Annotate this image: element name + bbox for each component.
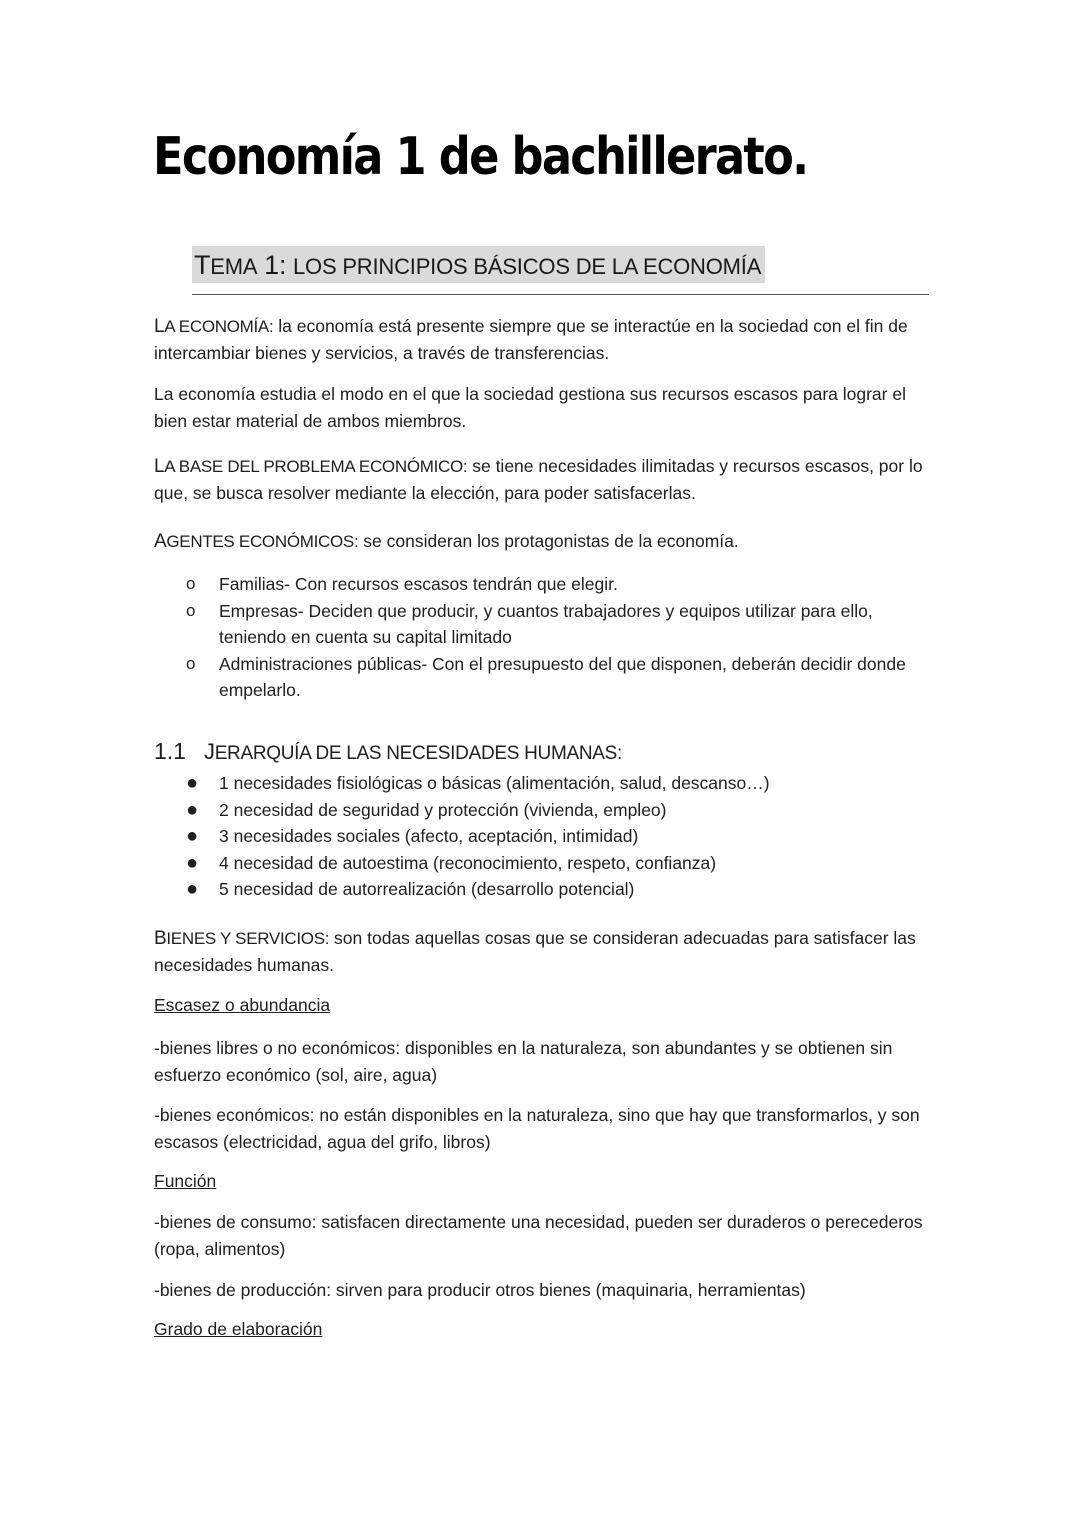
- list-item: ● 1 necesidades fisiológicas o básicas (alimentación, salud, descanso…): [186, 772, 770, 794]
- agentes-label: AGENTES ECONÓMICOS:: [154, 531, 359, 552]
- list-item: ● 4 necesidad de autoestima (reconocimiento, respeto, confianza): [186, 851, 717, 874]
- tema-heading: [192, 246, 929, 295]
- base-paragraph: LA BASE DEL PROBLEMA ECONÓMICO: se tiene necesidades ilimitadas y recursos escasos, por lo que, se busca resolver mediante la elección, para poder satisfacerlas.: [154, 456, 923, 503]
- agentes-list: [154, 571, 934, 704]
- bienes-produccion-paragraph: -bienes de producción: sirven para producir otros bienes (maquinaria, herramientas): [154, 1280, 806, 1300]
- list-item: o Familias- Con recursos escasos tendrán que elegir.: [186, 574, 618, 594]
- economia-paragraph: LA ECONOMÍA: la economía está presente siempre que se interactúe en la sociedad con el fin de intercambiar bienes y servicios, a través de transferencias.: [154, 316, 908, 363]
- bienes-libres-paragraph: -bienes libres o no económicos: disponibles en la naturaleza, son abundantes y se obtienen sin esfuerzo económico (sol, aire, agua): [154, 1038, 893, 1085]
- economia-estudia-paragraph: La economía estudia el modo en el que la sociedad gestiona sus recursos escasos para lograr el bien estar material de ambos miembros.: [154, 384, 906, 431]
- economia-label: LA ECONOMÍA:: [154, 316, 274, 337]
- bienes-consumo-paragraph: -bienes de consumo: satisfacen directamente una necesidad, pueden ser duraderos o perecederos (ropa, alimentos): [154, 1212, 923, 1259]
- bienes-label: BIENES Y SERVICIOS:: [154, 928, 330, 949]
- list-item: ● 3 necesidades sociales (afecto, aceptación, intimidad): [186, 825, 639, 847]
- list-item: o Administraciones públicas- Con el presupuesto del que disponen, deberán decidir donde empelarlo.: [186, 653, 906, 700]
- jerarquia-list: [154, 770, 934, 903]
- agentes-paragraph: AGENTES ECONÓMICOS: se consideran los protagonistas de la economía.: [154, 531, 739, 552]
- grado-heading: Grado de elaboración: [154, 1319, 323, 1339]
- jerarquia-heading: 1.1 JERARQUÍA DE LAS NECESIDADES HUMANAS:: [154, 738, 622, 764]
- list-item: ● 5 necesidad de autorrealización (desarrollo potencial): [186, 878, 635, 900]
- list-item: ● 2 necesidad de seguridad y protección (vivienda, empleo): [186, 798, 667, 821]
- list-item: o Empresas- Deciden que producir, y cuantos trabajadores y equipos utilizar para ello, teniendo en cuenta su capital limitado: [186, 600, 873, 647]
- escasez-heading: Escasez o abundancia: [154, 995, 331, 1015]
- tema-heading-text: TEMA 1: LOS PRINCIPIOS BÁSICOS DE LA ECONOMÍA: [192, 246, 765, 283]
- bienes-paragraph: BIENES Y SERVICIOS: son todas aquellas cosas que se consideran adecuadas para satisfacer las necesidades humanas.: [154, 928, 916, 975]
- document-title: Economía 1 de bachillerato.: [153, 127, 808, 187]
- base-label: LA BASE DEL PROBLEMA ECONÓMICO:: [154, 456, 468, 477]
- bienes-economicos-paragraph: -bienes económicos: no están disponibles en la naturaleza, sino que hay que transformarlos, y son escasos (electricidad, agua del grifo, libros): [154, 1105, 920, 1152]
- funcion-heading: Función: [154, 1171, 217, 1191]
